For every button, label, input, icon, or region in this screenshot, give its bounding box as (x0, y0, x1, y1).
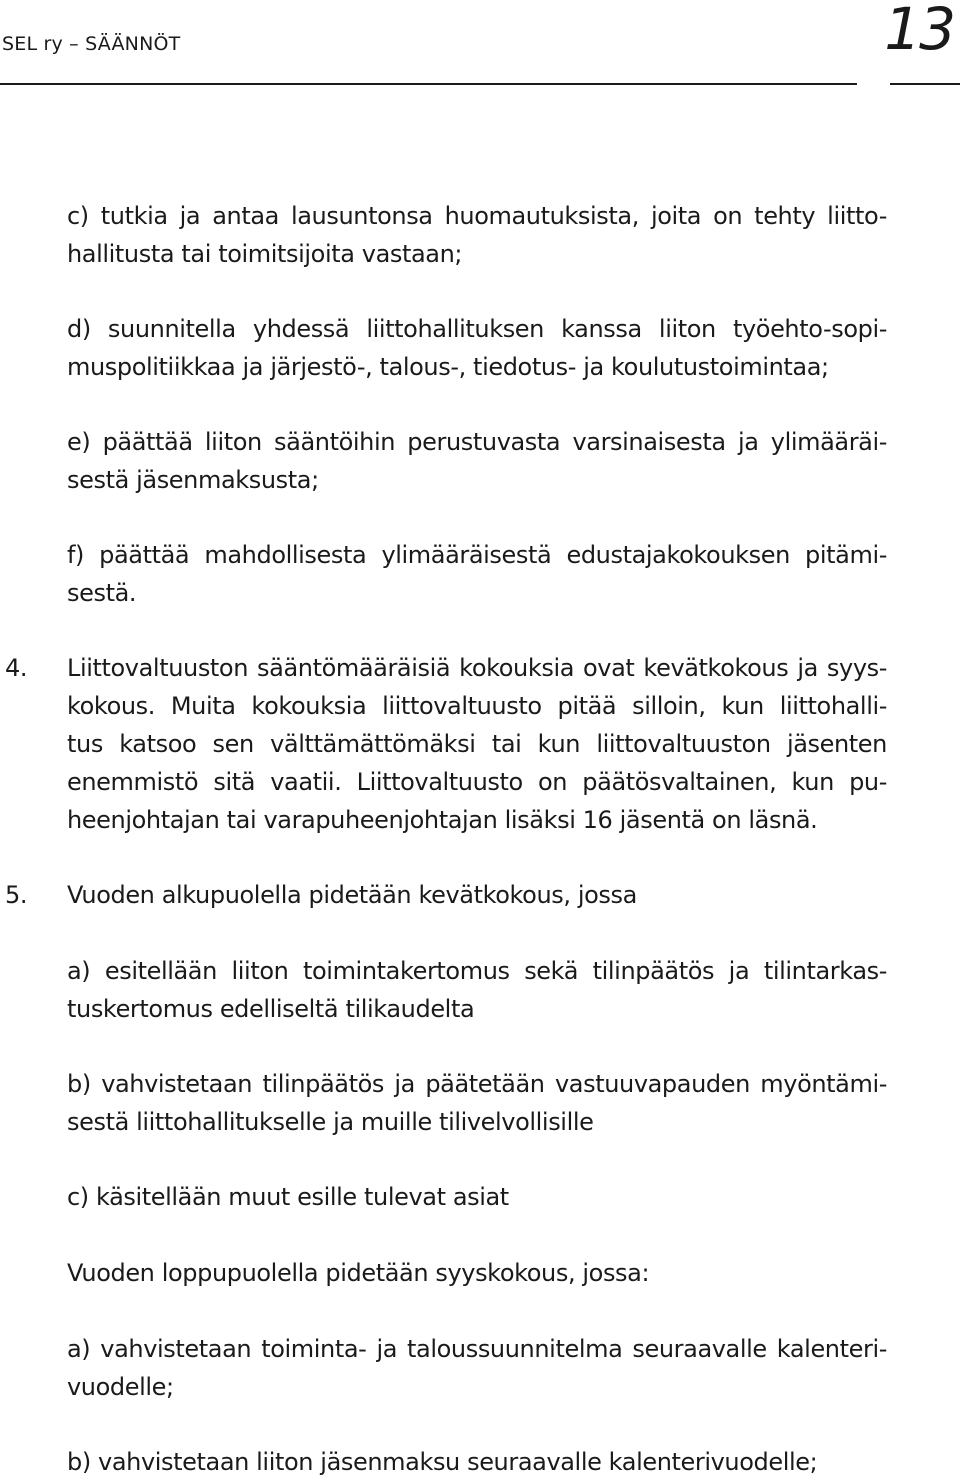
spring-item-a (67, 952, 887, 1028)
text-line: f) päättää mahdollisesta ylimääräisestä edustajakokouksen pitämi- (67, 541, 887, 569)
text-line: sestä liittohallitukselle ja muille tilivelvollisille (67, 1108, 594, 1136)
item-f (67, 536, 887, 612)
text-line: vuodelle; (67, 1373, 174, 1401)
section-number: 4. (5, 654, 28, 682)
text-line: b) vahvistetaan tilinpäätös ja päätetään vastuuvapauden myöntämi- (67, 1070, 887, 1098)
section-number: 5. (5, 881, 28, 909)
text-line: enemmistö sitä vaatii. Liittovaltuusto on päätösvaltainen, kun pu- (67, 768, 887, 796)
text-line: heenjohtajan tai varapuheenjohtajan lisäksi 16 jäsentä on läsnä. (67, 806, 818, 834)
item-e (67, 423, 887, 499)
header-rule-short (890, 83, 960, 85)
autumn-item-a (67, 1330, 887, 1406)
text-line: a) vahvistetaan toiminta- ja taloussuunnitelma seuraavalle kalenteri- (67, 1335, 887, 1363)
spring-item-b (67, 1065, 887, 1141)
text-line: c) tutkia ja antaa lausuntonsa huomautuksista, joita on tehty liitto- (67, 202, 887, 230)
section-4 (5, 649, 887, 839)
text-line: e) päättää liiton sääntöihin perustuvasta varsinaisesta ja ylimääräi- (67, 428, 887, 456)
item-d (67, 310, 887, 386)
text-line: hallitusta tai toimitsijoita vastaan; (67, 240, 463, 268)
text-line: Vuoden loppupuolella pidetään syyskokous, jossa: (67, 1259, 650, 1287)
text-line: kokous. Muita kokouksia liittovaltuusto pitää silloin, kun liittohalli- (67, 692, 887, 720)
text-line: tus katsoo sen välttämättömäksi tai kun liittovaltuuston jäsenten (67, 730, 887, 758)
text-line: c) käsitellään muut esille tulevat asiat (67, 1183, 509, 1211)
page-number: 13 (884, 0, 954, 63)
spring-item-c (67, 1178, 887, 1216)
text-line: a) esitellään liiton toimintakertomus sekä tilinpäätös ja tilintarkas- (67, 957, 887, 985)
running-head: SEL ry – SÄÄNNÖT (2, 33, 181, 55)
text-line: tuskertomus edelliseltä tilikaudelta (67, 995, 475, 1023)
section-5-intro (5, 876, 887, 914)
autumn-intro (67, 1254, 887, 1292)
text-line: Vuoden alkupuolella pidetään kevätkokous, jossa (67, 881, 637, 909)
text-line: Liittovaltuuston sääntömääräisiä kokouksia ovat kevätkokous ja syys- (67, 654, 887, 682)
header-rule (0, 83, 857, 85)
text-line: d) suunnitella yhdessä liittohallituksen kanssa liiton työehto-sopi- (67, 315, 887, 343)
text-line: sestä jäsenmaksusta; (67, 466, 319, 494)
text-line: muspolitiikkaa ja järjestö-, talous-, tiedotus- ja koulutustoimintaa; (67, 353, 829, 381)
autumn-item-b (67, 1443, 887, 1481)
text-line: b) vahvistetaan liiton jäsenmaksu seuraavalle kalenterivuodelle; (67, 1448, 818, 1476)
item-c (67, 197, 887, 273)
page-header (0, 0, 960, 90)
text-line: sestä. (67, 579, 137, 607)
